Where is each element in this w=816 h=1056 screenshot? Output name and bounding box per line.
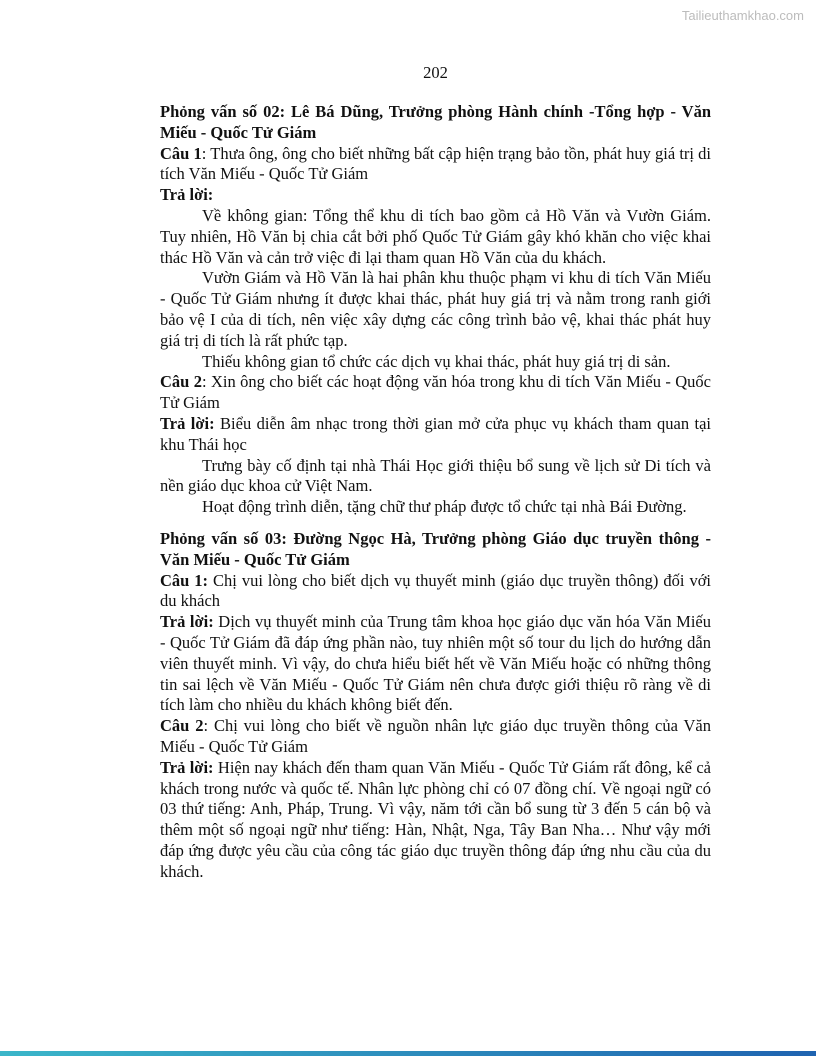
text-run: Hiện nay khách đến tham quan Văn Miếu - Quốc Tử Giám rất đông, kể cả khách trong nước và quốc tế. Nhân lực phòng chỉ có 07 đồng chí. Về ngoại ngữ có 03 thứ tiếng: Anh, Pháp, Trung. Vì vậy, năm tới cần bổ sung từ 3 đến 5 cán bộ và thêm một số ngoại ngữ như tiếng: Hàn, Nhật, Nga, Tây Ban Nha… Như vậy mới đáp ứng được yêu cầu của công tác giáo dục truyền thông đáp ứng nhu cầu của du khách. bbox=[160, 757, 711, 881]
paragraph bbox=[160, 144, 711, 186]
text-run: Biểu diễn âm nhạc trong thời gian mở cửa phục vụ khách tham quan tại khu Thái học bbox=[160, 413, 712, 454]
text-run: Trả lời: bbox=[160, 413, 215, 433]
paragraph bbox=[160, 352, 711, 373]
text-run: : Chị vui lòng cho biết về nguồn nhân lực giáo dục truyền thông của Văn Miếu - Quốc Tử Giám bbox=[160, 716, 711, 756]
text-run: : Xin ông cho biết các hoạt động văn hóa trong khu di tích Văn Miếu - Quốc Tử Giám bbox=[160, 372, 711, 413]
paragraph bbox=[160, 497, 711, 518]
paragraph bbox=[160, 758, 711, 883]
paragraph bbox=[160, 268, 711, 351]
paragraph bbox=[160, 372, 711, 414]
text-run: Trả lời: bbox=[160, 612, 214, 632]
bottom-border-bar bbox=[0, 1051, 816, 1056]
paragraph bbox=[160, 414, 711, 456]
text-run: Dịch vụ thuyết minh của Trung tâm khoa học giáo dục văn hóa Văn Miếu - Quốc Tử Giám đã đáp ứng phần nào, tuy nhiên một số tour du lịch do hướng dẫn viên thuyết minh. Vì vậy, do chưa hiểu biết hết về Văn Miếu hoặc có những thông tin sai lệch về Văn Miếu - Quốc Tử Giám nên chưa được giới thiệu rõ ràng về di tích làm cho nhiều du khách không biết đến. bbox=[160, 612, 711, 715]
text-run: Trưng bày cố định tại nhà Thái Học giới thiệu bổ sung về lịch sử Di tích và nền giáo dục khoa cử Việt Nam. bbox=[160, 455, 711, 496]
paragraph bbox=[160, 716, 711, 758]
text-run: Hoạt động trình diễn, tặng chữ thư pháp được tổ chức tại nhà Bái Đường. bbox=[202, 497, 687, 517]
text-run: Chị vui lòng cho biết dịch vụ thuyết minh (giáo dục truyền thông) đối với du khách bbox=[160, 570, 711, 611]
text-run: Vườn Giám và Hồ Văn là hai phân khu thuộc phạm vi khu di tích Văn Miếu - Quốc Tử Giám nhưng ít được khai thác, phát huy giá trị và nằm trong ranh giới bảo vệ I của di tích, nên việc xây dựng các công trình bảo vệ, khai thác phát huy giá trị di tích là rất phức tạp. bbox=[160, 268, 711, 350]
paragraph bbox=[160, 185, 711, 206]
text-run: Về không gian: Tổng thể khu di tích bao gồm cả Hồ Văn và Vườn Giám. Tuy nhiên, Hồ Văn bị chia cắt bởi phố Quốc Tử Giám gây khó khăn cho việc khai thác Hồ Văn và cản trở việc đi lại tham quan Hồ Văn của du khách. bbox=[160, 205, 711, 267]
section-heading bbox=[160, 102, 711, 144]
text-run: Trả lời: bbox=[160, 185, 214, 205]
text-run: Câu 1: bbox=[160, 570, 209, 590]
watermark: Tailieuthamkhao.com bbox=[681, 8, 804, 23]
text-run: Thiếu không gian tổ chức các dịch vụ khai thác, phát huy giá trị di sản. bbox=[202, 351, 671, 371]
section-heading bbox=[160, 529, 711, 571]
text-run: Câu 2 bbox=[160, 716, 204, 736]
paragraph bbox=[160, 206, 711, 268]
text-run: Phỏng vấn số 03: Đường Ngọc Hà, Trưởng phòng Giáo dục truyền thông - Văn Miếu - Quốc Tử Giám bbox=[160, 528, 711, 569]
text-run: Câu 2 bbox=[160, 372, 202, 392]
paragraph bbox=[160, 612, 711, 716]
text-run: Trả lời: bbox=[160, 757, 214, 777]
text-run: Phỏng vấn số 02: Lê Bá Dũng, Trưởng phòng Hành chính -Tổng hợp - Văn Miếu - Quốc Tử Giám bbox=[160, 102, 711, 142]
paragraph bbox=[160, 571, 711, 613]
document-content bbox=[160, 102, 711, 882]
text-run: : Thưa ông, ông cho biết những bất cập hiện trạng bảo tồn, phát huy giá trị di tích Văn Miếu - Quốc Tử Giám bbox=[160, 143, 712, 184]
text-run: Câu 1 bbox=[160, 143, 202, 163]
page-number: 202 bbox=[423, 63, 448, 82]
paragraph bbox=[160, 456, 711, 498]
